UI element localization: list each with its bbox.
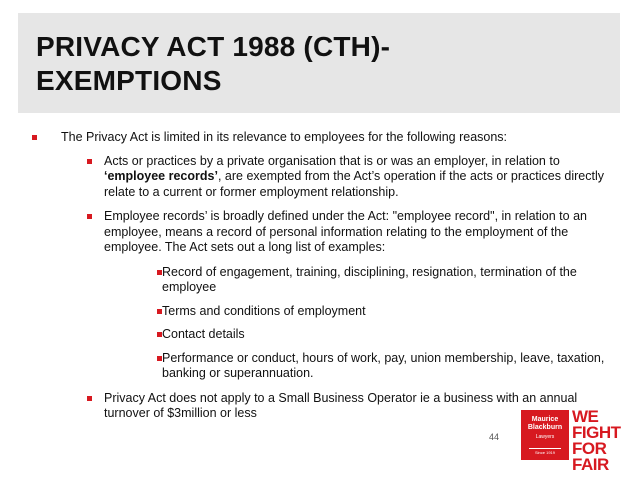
bullet-point-2 [61,209,610,382]
intro-text: The Privacy Act is limited in its relevance to employees for the following reasons: [61,130,508,144]
slogan-we-fight-for-fair [572,409,632,473]
point-1-text-after: , are exempted from the Act’s operation if the acts or practices directly relate to a current or former employment relationship. [104,169,605,199]
example-text: Terms and conditions of employment [162,303,366,318]
bullet-square-icon [157,332,162,337]
example-item [104,304,610,320]
example-item [104,265,610,296]
logo-text-since: Since 1919 [529,448,561,455]
bullet-intro [30,130,610,422]
bullet-square-icon [87,214,92,219]
bullet-square-icon [87,159,92,164]
slogan-word: FIGHT [572,423,621,442]
logo-text-maurice: Maurice [531,416,559,423]
example-text: Record of engagement, training, disciplining, resignation, termination of the employee [162,264,577,294]
bullet-square-icon [32,135,37,140]
example-item [104,327,610,343]
point-2-text: Employee records’ is broadly defined under the Act: "employee record", in relation to an employee, means a record of personal information relating to the employment of the employee. The Act sets out a long list of examples: [104,209,587,254]
bullet-point-1 [61,154,610,201]
example-item [104,351,610,382]
bullet-square-icon [157,309,162,314]
logo-text-blackburn: Blackburn [527,424,563,431]
bullet-square-icon [87,396,92,401]
slide-body [30,130,610,422]
title-line-2: EXEMPTIONS [36,65,222,96]
slogan-word: FOR [572,439,607,458]
page-number: 44 [489,432,500,442]
logo-text-lawyers: Lawyers [535,434,555,440]
example-text: Contact details [162,327,245,341]
slogan-word: FAIR [572,455,609,474]
example-text: Performance or conduct, hours of work, pay, union membership, leave, taxation, banking or superannuation. [162,350,605,380]
slide-title [36,30,596,98]
examples-list [104,265,610,382]
point-3-text: Privacy Act does not apply to a Small Business Operator ie a business with an annual turnover of $3million or less [104,390,578,420]
point-1-emphasis: ‘employee records’ [104,169,218,183]
bullet-square-icon [157,270,162,275]
point-1-text-before: Acts or practices by a private organisation that is or was an employer, in relation to [104,153,560,168]
slogan-word: WE [572,407,599,426]
bullet-square-icon [157,356,162,361]
maurice-blackburn-logo [521,410,569,460]
title-line-1: PRIVACY ACT 1988 (CTH)- [36,31,391,62]
